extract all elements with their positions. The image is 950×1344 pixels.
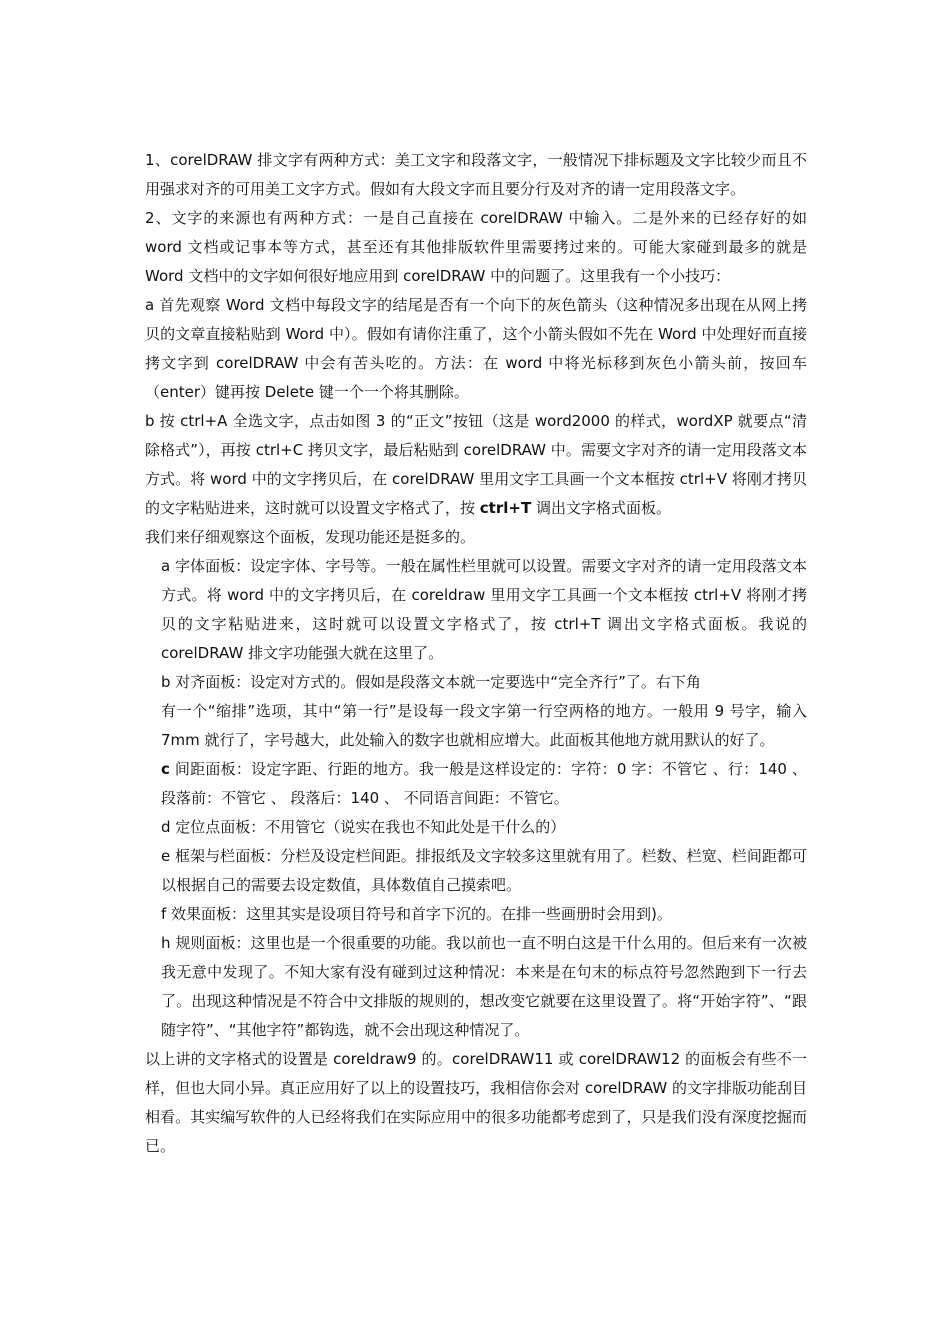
- panel-item-tabs: d 定位点面板：不用管它（说实在我也不知此处是干什么的）: [161, 818, 566, 836]
- panel-item-align-cont: 有一个“缩排”选项，其中“第一行”是设每一段文字第一行空两格的地方。一般用 9 号字，输入 7mm 就行了，字号越大，此处输入的数字也就相应增大。此面板其他地方就用默认的好了。: [161, 702, 807, 749]
- panel-item-columns: e 框架与栏面板：分栏及设定栏间距。排报纸及文字较多这里就有用了。栏数、栏宽、栏间距都可以根据自己的需要去设定数值，具体数值自己摸索吧。: [161, 847, 807, 894]
- panel-item-align: b 对齐面板：设定对方式的。假如是段落文本就一定要选中“完全齐行”了。右下角: [161, 673, 701, 691]
- paragraph-text-sources: 2、文字的来源也有两种方式：一是自己直接在 corelDRAW 中输入。二是外来的已经存好的如 word 文档或记事本等方式，甚至还有其他排版软件里需要拷过来的。可能大家碰到最多的就是 Word 文档中的文字如何很好地应用到 corelDRAW 中的问题了。这里我有一个小技巧：: [145, 209, 807, 285]
- panel-item-font: a 字体面板：设定字体、字号等。一般在属性栏里就可以设置。需要文字对齐的请一定用段落文本方式。将 word 中的文字拷贝后，在 coreldraw 里用文字工具画一个文本框按 ctrl+V 将刚才拷贝的文字粘贴进来，这时就可以设置文字格式了，按 ctrl+T 调出文字格式面板。我说的 corelDRAW 排文字功能强大就在这里了。: [161, 557, 807, 662]
- paragraph-tip-b-copy: [145, 407, 807, 523]
- panel-item-spacing: [145, 755, 807, 813]
- paragraph-tip-a-arrows: a 首先观察 Word 文档中每段文字的结尾是否有一个向下的灰色箭头（这种情况多出现在从网上拷贝的文章直接粘贴到 Word 中）。假如有请你注重了，这个小箭头假如不先在 Word 中处理好而直接拷文字到 corelDRAW 中会有苦头吃的。方法：在 word 中将光标移到灰色小箭头前，按回车（enter）键再按 Delete 键一个一个将其删除。: [145, 296, 807, 401]
- paragraph-conclusion: 以上讲的文字格式的设置是 coreldraw9 的。corelDRAW11 或 corelDRAW12 的面板会有些不一样，但也大同小异。真正应用好了以上的设置技巧，我相信你会对 corelDRAW 的文字排版功能刮目相看。其实编写软件的人已经将我们在实际应用中的很多功能都考虑到了，只是我们没有深度挖掘而已。: [145, 1050, 807, 1155]
- spacing-text: 间距面板：设定字距、行距的地方。我一般是这样设定的：字符：0 字：不管它 、行：140 、 段落前：不管它 、 段落后：140 、 不同语言间距：不管它。: [161, 760, 807, 807]
- tip-b-text-after: 调出文字格式面板。: [531, 499, 671, 517]
- tip-b-text-before: b 按 ctrl+A 全选文字，点击如图 3 的“正文”按钮（这是 word2000 的样式，wordXP 就要点“清除格式”），再按 ctrl+C 拷贝文字，最后粘贴到 corelDRAW 中。需要文字对齐的请一定用段落文本方式。将 word 中的文字拷贝后，在 corelDRAW 里用文字工具画一个文本框按 ctrl+V 将刚才拷贝的文字粘贴进来，这时就可以设置文字格式了，按: [145, 412, 807, 517]
- document-body: [145, 146, 807, 1161]
- paragraph-typesetting-modes: 1、corelDRAW 排文字有两种方式：美工文字和段落文字，一般情况下排标题及文字比较少而且不用强求对齐的可用美工文字方式。假如有大段文字而且要分行及对齐的请一定用段落文字。: [145, 151, 807, 198]
- paragraph-panel-intro: 我们来仔细观察这个面板，发现功能还是挺多的。: [145, 528, 476, 546]
- panel-item-effects: f 效果面板：这里其实是设项目符号和首字下沉的。在排一些画册时会用到)。: [161, 905, 672, 923]
- panel-item-rules: h 规则面板：这里也是一个很重要的功能。我以前也一直不明白这是干什么用的。但后来有一次被我无意中发现了。不知大家有没有碰到过这种情况：本来是在句末的标点符号忽然跑到下一行去了。出现这种情况是不符合中文排版的规则的，想改变它就要在这里设置了。将“开始字符”、“跟随字符”、“其他字符”都钩选，就不会出现这种情况了。: [161, 934, 807, 1039]
- spacing-lead: c: [161, 760, 170, 778]
- shortcut-ctrl-t: ctrl+T: [479, 499, 532, 517]
